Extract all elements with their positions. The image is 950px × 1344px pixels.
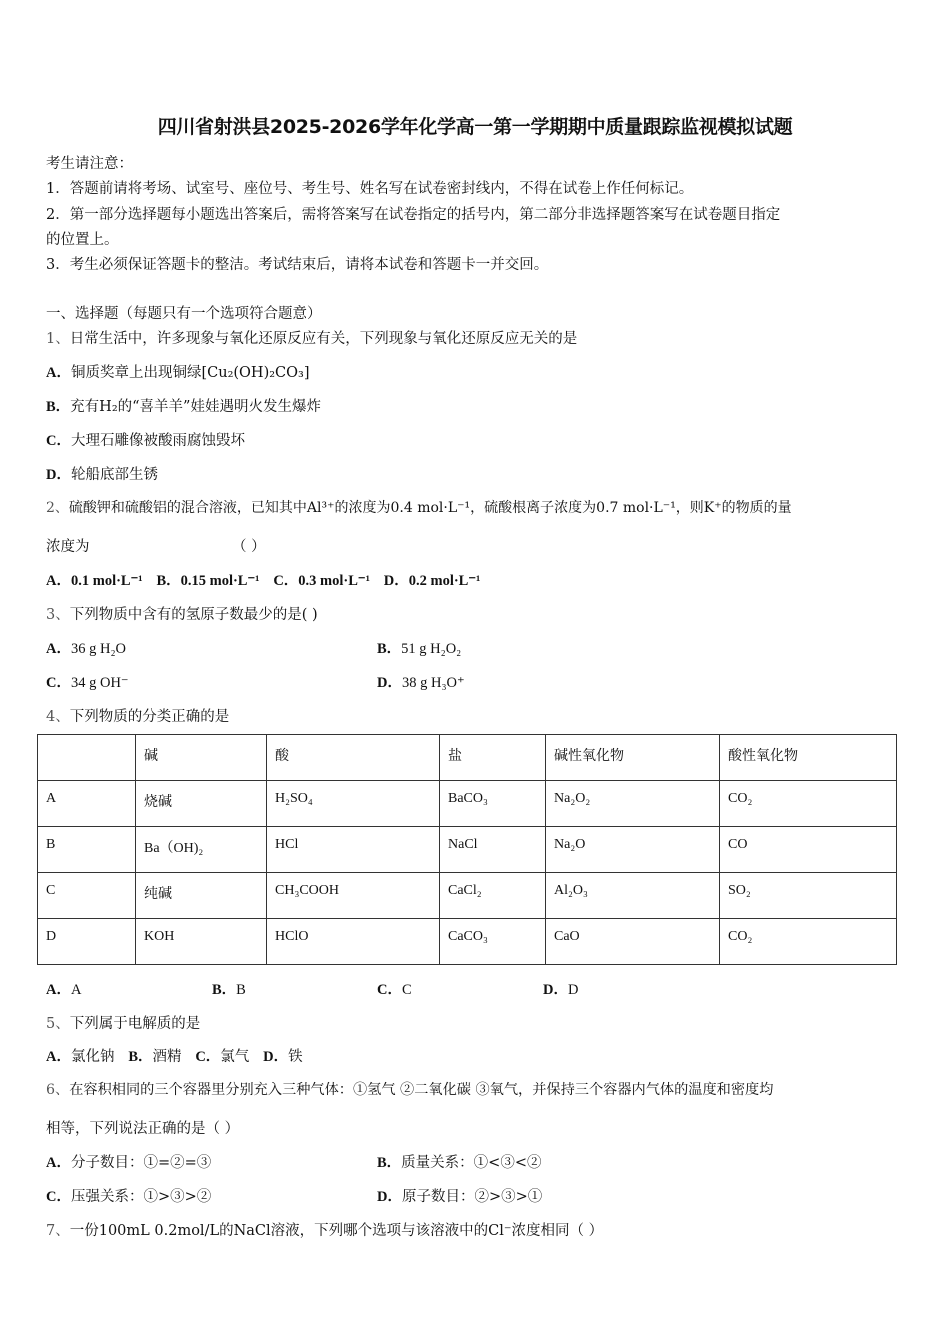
classification-table bbox=[37, 734, 897, 965]
table-cell: Ba（OH)₂ bbox=[136, 827, 267, 873]
q3-option-b[interactable]: B．51 g H₂O₂ bbox=[377, 641, 462, 657]
question-number: 6、 bbox=[46, 1082, 70, 1098]
question-stem: 下列物质的分类正确的是 bbox=[69, 709, 230, 725]
question-3 bbox=[46, 603, 318, 624]
notice-item-1: 1．答题前请将考场、试室号、座位号、考生号、姓名写在试卷密封线内，不得在试卷上作任何标记。 bbox=[46, 181, 694, 197]
q5-option-a[interactable]: A．氯化钠 bbox=[46, 1049, 115, 1065]
notice-item-3: 3．考生必须保证答题卡的整洁。考试结束后，请将本试卷和答题卡一并交回。 bbox=[46, 257, 549, 273]
question-stem: 下列属于电解质的是 bbox=[69, 1016, 201, 1032]
table-header-cell: 碱性氧化物 bbox=[546, 735, 720, 781]
q6-option-d[interactable]: D．原子数目：②>③>① bbox=[377, 1189, 543, 1205]
option-label: A． bbox=[46, 365, 71, 381]
table-cell: B bbox=[38, 827, 136, 873]
q1-option-a[interactable] bbox=[46, 361, 310, 382]
question-4 bbox=[46, 705, 229, 726]
question-1 bbox=[46, 327, 577, 348]
table-cell: Na₂O bbox=[546, 827, 720, 873]
q4-option-c[interactable]: C．C bbox=[377, 982, 412, 998]
q2-option-b[interactable]: B．0.15 mol·L⁻¹ bbox=[156, 573, 260, 589]
question-number: 4、 bbox=[46, 709, 70, 725]
question-stem: 下列物质中含有的氢原子数最少的是( ) bbox=[69, 607, 318, 623]
q1-option-d[interactable] bbox=[46, 463, 158, 484]
table-cell: CaCl₂ bbox=[440, 873, 546, 919]
table-header-cell: 酸 bbox=[267, 735, 440, 781]
q3-option-d[interactable]: D．38 g H₃O⁺ bbox=[377, 675, 465, 691]
section-heading: 一、选择题（每题只有一个选项符合题意） bbox=[46, 306, 322, 322]
table-cell: CO bbox=[720, 827, 897, 873]
q6-option-c[interactable]: C．压强关系：①>③>② bbox=[46, 1189, 212, 1205]
q5-option-c[interactable]: C．氯气 bbox=[195, 1049, 250, 1065]
q1-option-c[interactable] bbox=[46, 429, 245, 450]
q5-option-d[interactable]: D．铁 bbox=[263, 1049, 303, 1065]
table-cell: A bbox=[38, 781, 136, 827]
table-header-cell: 碱 bbox=[136, 735, 267, 781]
q2-option-a[interactable]: A．0.1 mol·L⁻¹ bbox=[46, 573, 143, 589]
table-header-cell: 盐 bbox=[440, 735, 546, 781]
table-row bbox=[38, 781, 897, 827]
table-header-cell: 酸性氧化物 bbox=[720, 735, 897, 781]
question-number: 2、 bbox=[46, 500, 69, 516]
q4-option-d[interactable]: D．D bbox=[543, 982, 579, 998]
option-label: B． bbox=[46, 399, 71, 415]
table-cell: CH₃COOH bbox=[267, 873, 440, 919]
question-7 bbox=[46, 1219, 603, 1240]
table-row bbox=[38, 873, 897, 919]
table-cell: C bbox=[38, 873, 136, 919]
table-cell: H₂SO₄ bbox=[267, 781, 440, 827]
notice-heading: 考生请注意： bbox=[46, 156, 133, 172]
q3-option-a[interactable]: A．36 g H₂O bbox=[46, 641, 126, 657]
answer-blank: （ ） bbox=[232, 539, 266, 555]
option-text: 充有H₂的“喜羊羊”娃娃遇明火发生爆炸 bbox=[70, 399, 321, 415]
question-number: 7、 bbox=[46, 1223, 70, 1239]
option-label: D． bbox=[46, 467, 71, 483]
question-2 bbox=[46, 497, 792, 517]
option-text: 轮船底部生锈 bbox=[70, 467, 158, 483]
table-cell: Al₂O₃ bbox=[546, 873, 720, 919]
table-cell: CaCO₃ bbox=[440, 919, 546, 965]
exam-title: 四川省射洪县2025-2026学年化学高一第一学期期中质量跟踪监视模拟试题 bbox=[157, 116, 793, 138]
q2-option-c[interactable]: C．0.3 mol·L⁻¹ bbox=[273, 573, 370, 589]
table-row bbox=[38, 919, 897, 965]
table-cell: 纯碱 bbox=[136, 873, 267, 919]
notice-item-2: 2．第一部分选择题每小题选出答案后，需将答案写在试卷指定的括号内，第二部分非选择题答案写在试卷题目指定 bbox=[46, 207, 781, 223]
question-2-cont bbox=[46, 535, 90, 556]
table-cell: CO₂ bbox=[720, 781, 897, 827]
option-label: C． bbox=[46, 433, 71, 449]
notice-item-2-cont: 的位置上。 bbox=[46, 232, 119, 248]
q3-option-c[interactable]: C．34 g OH⁻ bbox=[46, 675, 129, 691]
question-6-cont: 相等，下列说法正确的是（ ） bbox=[46, 1121, 240, 1137]
question-stem-line-2: 浓度为 bbox=[46, 539, 90, 555]
table-cell: D bbox=[38, 919, 136, 965]
table-cell: CO₂ bbox=[720, 919, 897, 965]
table-cell: SO₂ bbox=[720, 873, 897, 919]
q6-option-b[interactable]: B．质量关系：①<③<② bbox=[377, 1155, 542, 1171]
q4-option-b[interactable]: B．B bbox=[212, 982, 246, 998]
table-cell: NaCl bbox=[440, 827, 546, 873]
q2-options bbox=[46, 569, 480, 590]
table-cell: 烧碱 bbox=[136, 781, 267, 827]
table-header-cell bbox=[38, 735, 136, 781]
table-cell: Na₂O₂ bbox=[546, 781, 720, 827]
table-cell: BaCO₃ bbox=[440, 781, 546, 827]
table-cell: HCl bbox=[267, 827, 440, 873]
question-number: 5、 bbox=[46, 1016, 70, 1032]
q5-option-b[interactable]: B．酒精 bbox=[128, 1049, 182, 1065]
table-header-row bbox=[38, 735, 897, 781]
q5-options bbox=[46, 1045, 303, 1066]
q2-option-d[interactable]: D．0.2 mol·L⁻¹ bbox=[383, 573, 481, 589]
q1-option-b[interactable] bbox=[46, 395, 321, 416]
option-text: 大理石雕像被酸雨腐蚀毁坏 bbox=[70, 433, 245, 449]
table-row bbox=[38, 827, 897, 873]
option-text: 铜质奖章上出现铜绿[Cu₂(OH)₂CO₃] bbox=[70, 365, 310, 381]
question-stem: 日常生活中，许多现象与氧化还原反应有关，下列现象与氧化还原反应无关的是 bbox=[69, 331, 578, 347]
q6-option-a[interactable]: A．分子数目：①=②=③ bbox=[46, 1155, 212, 1171]
question-number: 1、 bbox=[46, 331, 70, 347]
question-6 bbox=[46, 1079, 773, 1099]
question-stem: 一份100mL 0.2mol/L的NaCl溶液，下列哪个选项与该溶液中的Cl⁻浓度相同（ ） bbox=[69, 1223, 604, 1239]
question-stem-line-1: 在容积相同的三个容器里分别充入三种气体：①氢气 ②二氧化碳 ③氧气，并保持三个容器内气体的温度和密度均 bbox=[69, 1082, 774, 1098]
question-stem-line-1: 硫酸钾和硫酸铝的混合溶液，已知其中Al³⁺的浓度为0.4 mol·L⁻¹，硫酸根离子浓度为0.7 mol·L⁻¹，则K⁺的物质的量 bbox=[68, 500, 792, 516]
table-cell: KOH bbox=[136, 919, 267, 965]
q4-option-a[interactable]: A．A bbox=[46, 982, 82, 998]
question-5 bbox=[46, 1012, 200, 1033]
table-cell: HClO bbox=[267, 919, 440, 965]
question-number: 3、 bbox=[46, 607, 70, 623]
table-cell: CaO bbox=[546, 919, 720, 965]
